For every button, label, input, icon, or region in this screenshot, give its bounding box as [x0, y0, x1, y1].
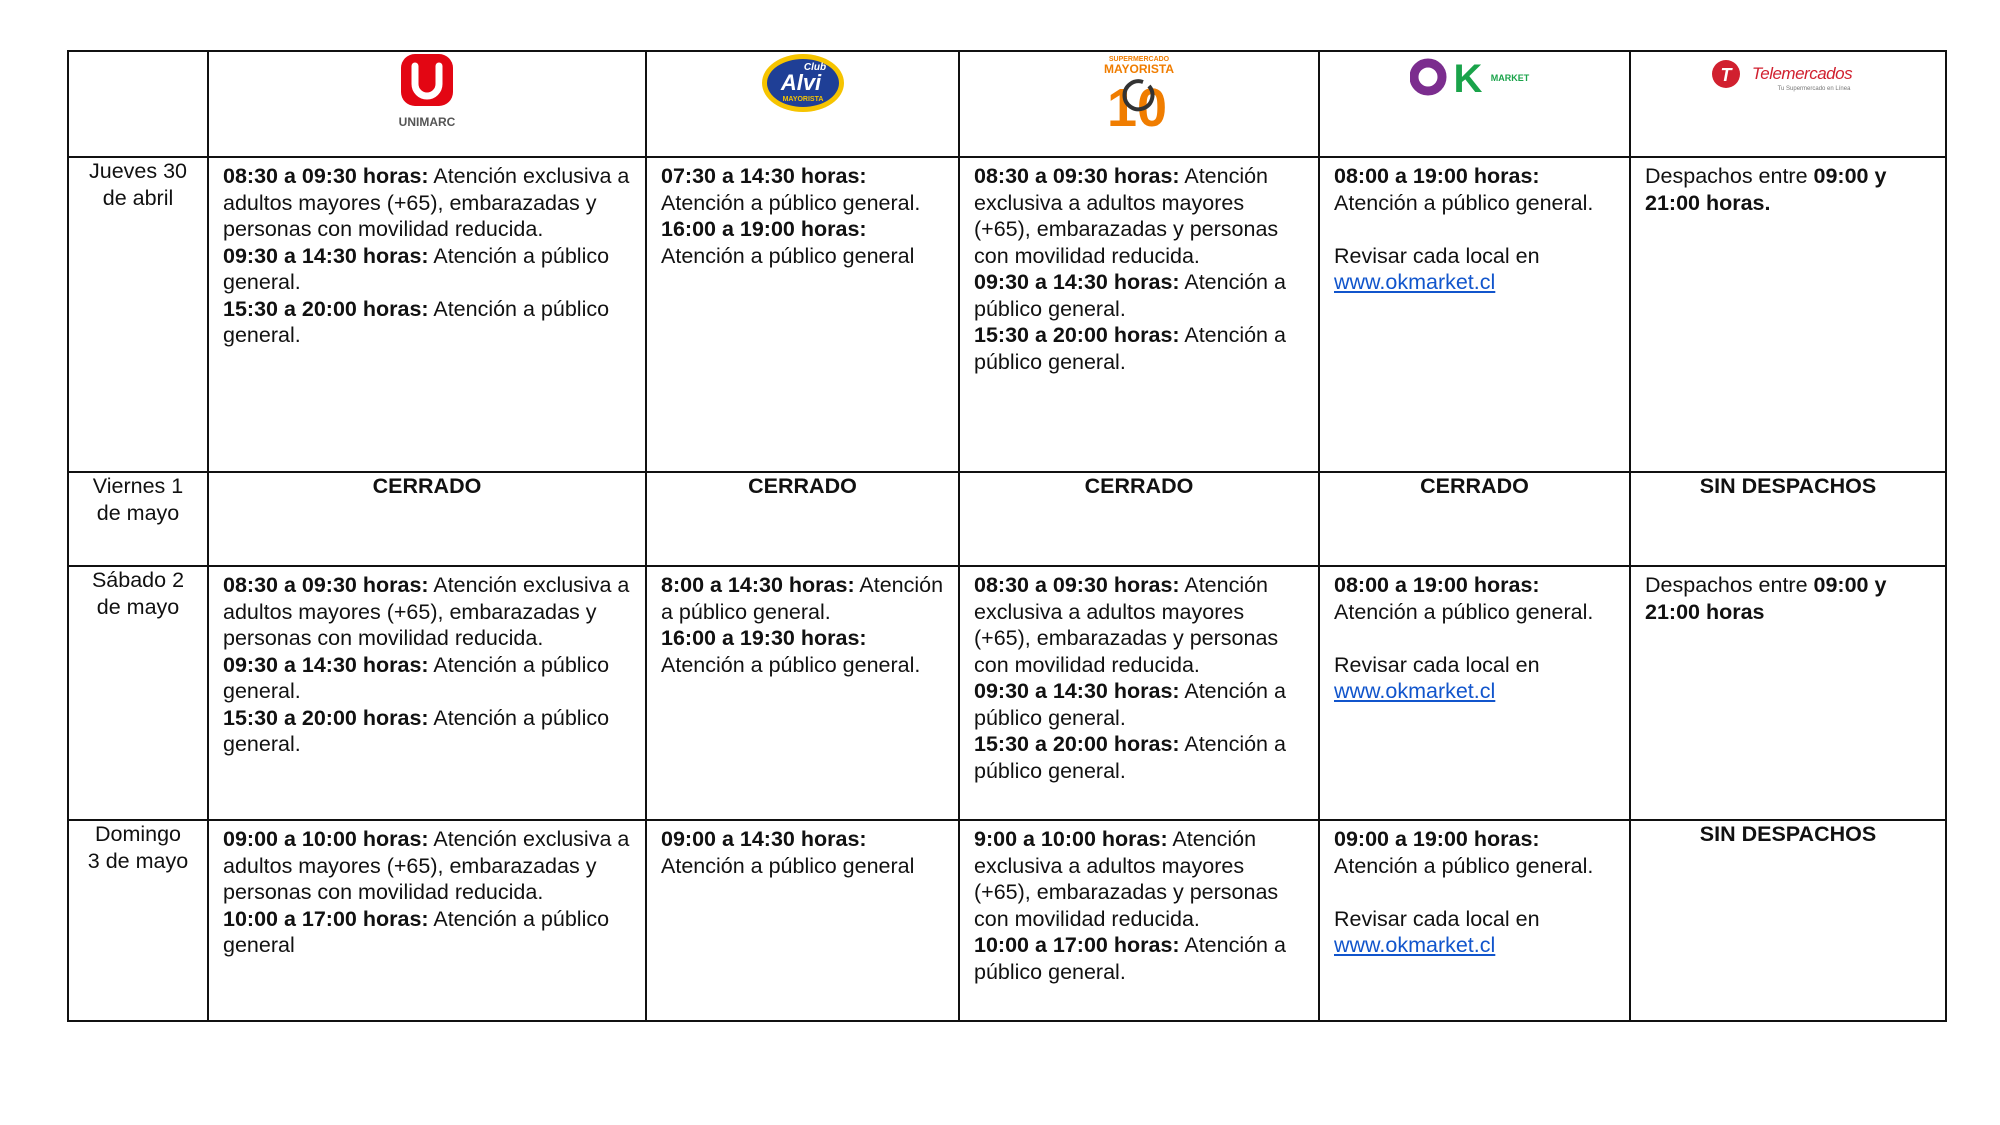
corner-cell: [68, 51, 208, 157]
mayorista10-hours: 08:30 a 09:30 horas: Atención exclusiva a adultos mayores (+65), embarazadas y personas con movilidad reducida. 09:30 a 14:30 horas: Atención a público general. 15:30 a 20:00 horas: Atención a público general.: [959, 157, 1319, 472]
telemercados-hours: Despachos entre 09:00 y 21:00 horas: [1630, 566, 1946, 820]
alvi-closed: CERRADO: [646, 472, 959, 566]
unimarc-logo: [387, 52, 467, 132]
svg-text:SUPERMERCADO: SUPERMERCADO: [1108, 56, 1170, 63]
okmarket-link[interactable]: www.okmarket.cl: [1334, 933, 1496, 957]
alvi-hours: 07:30 a 14:30 horas: Atención a público general. 16:00 a 19:00 horas: Atención a público general: [646, 157, 959, 472]
mayorista10-logo-cell: [959, 51, 1319, 157]
alvi-hours: 8:00 a 14:30 horas: Atención a público general. 16:00 a 19:30 horas: Atención a público general.: [646, 566, 959, 820]
alvi-hours: 09:00 a 14:30 horas: Atención a público general: [646, 820, 959, 1021]
unimarc-closed: CERRADO: [208, 472, 646, 566]
telemercados-no-delivery: SIN DESPACHOS: [1630, 820, 1946, 1021]
unimarc-hours: 08:30 a 09:30 horas: Atención exclusiva a adultos mayores (+65), embarazadas y personas con movilidad reducida. 09:30 a 14:30 horas: Atención a público general. 15:30 a 20:00 horas: Atención a público general.: [208, 157, 646, 472]
alvi-logo: [760, 52, 846, 114]
svg-text:MAYORISTA: MAYORISTA: [782, 96, 823, 103]
day-cell: Viernes 1 de mayo: [68, 472, 208, 566]
unimarc-hours: 08:30 a 09:30 horas: Atención exclusiva a adultos mayores (+65), embarazadas y personas con movilidad reducida. 09:30 a 14:30 horas: Atención a público general. 15:30 a 20:00 horas: Atención a público general.: [208, 566, 646, 820]
okmarket-link[interactable]: www.okmarket.cl: [1334, 270, 1496, 294]
okmarket-logo: [1410, 52, 1540, 102]
okmarket-hours: 08:00 a 19:00 horas: Atención a público general. Revisar cada local en www.okmarket.cl: [1319, 566, 1630, 820]
mayorista10-logo: [1099, 52, 1179, 132]
svg-text:MAYORISTA: MAYORISTA: [1103, 62, 1175, 76]
day-cell: Domingo 3 de mayo: [68, 820, 208, 1021]
row-jueves: [68, 157, 1946, 472]
svg-text:MARKET: MARKET: [1490, 73, 1529, 83]
day-cell: Sábado 2 de mayo: [68, 566, 208, 820]
okmarket-logo-cell: [1319, 51, 1630, 157]
unimarc-logo-cell: [208, 51, 646, 157]
telemercados-logo-cell: [1630, 51, 1946, 157]
svg-text:10: 10: [1106, 78, 1168, 132]
header-row: [68, 51, 1946, 157]
svg-text:K: K: [1453, 57, 1482, 101]
schedule-table: [67, 50, 1947, 1022]
svg-text:UNIMARC: UNIMARC: [398, 115, 456, 129]
telemercados-hours: Despachos entre 09:00 y 21:00 horas.: [1630, 157, 1946, 472]
mayorista10-hours: 08:30 a 09:30 horas: Atención exclusiva a adultos mayores (+65), embarazadas y personas con movilidad reducida. 09:30 a 14:30 horas: Atención a público general. 15:30 a 20:00 horas: Atención a público general.: [959, 566, 1319, 820]
okmarket-hours: 09:00 a 19:00 horas: Atención a público general. Revisar cada local en www.okmarket.cl: [1319, 820, 1630, 1021]
okmarket-hours: 08:00 a 19:00 horas: Atención a público general. Revisar cada local en www.okmarket.cl: [1319, 157, 1630, 472]
day-cell: Jueves 30 de abril: [68, 157, 208, 472]
okmarket-closed: CERRADO: [1319, 472, 1630, 566]
mayorista10-hours: 9:00 a 10:00 horas: Atención exclusiva a adultos mayores (+65), embarazadas y personas con movilidad reducida. 10:00 a 17:00 horas: Atención a público general.: [959, 820, 1319, 1021]
telemercados-logo: [1710, 52, 1866, 98]
svg-text:Tu Supermercado en Línea: Tu Supermercado en Línea: [1777, 86, 1851, 92]
okmarket-link[interactable]: www.okmarket.cl: [1334, 679, 1496, 703]
svg-text:Club: Club: [803, 62, 826, 73]
svg-text:Alvi: Alvi: [780, 70, 821, 95]
svg-text:Telemercados: Telemercados: [1751, 64, 1853, 83]
mayorista10-closed: CERRADO: [959, 472, 1319, 566]
alvi-logo-cell: [646, 51, 959, 157]
row-viernes: [68, 472, 1946, 566]
row-domingo: [68, 820, 1946, 1021]
telemercados-no-delivery: SIN DESPACHOS: [1630, 472, 1946, 566]
unimarc-hours: 09:00 a 10:00 horas: Atención exclusiva a adultos mayores (+65), embarazadas y personas con movilidad reducida. 10:00 a 17:00 horas: Atención a público general: [208, 820, 646, 1021]
row-sabado: [68, 566, 1946, 820]
svg-text:T: T: [1720, 65, 1732, 85]
